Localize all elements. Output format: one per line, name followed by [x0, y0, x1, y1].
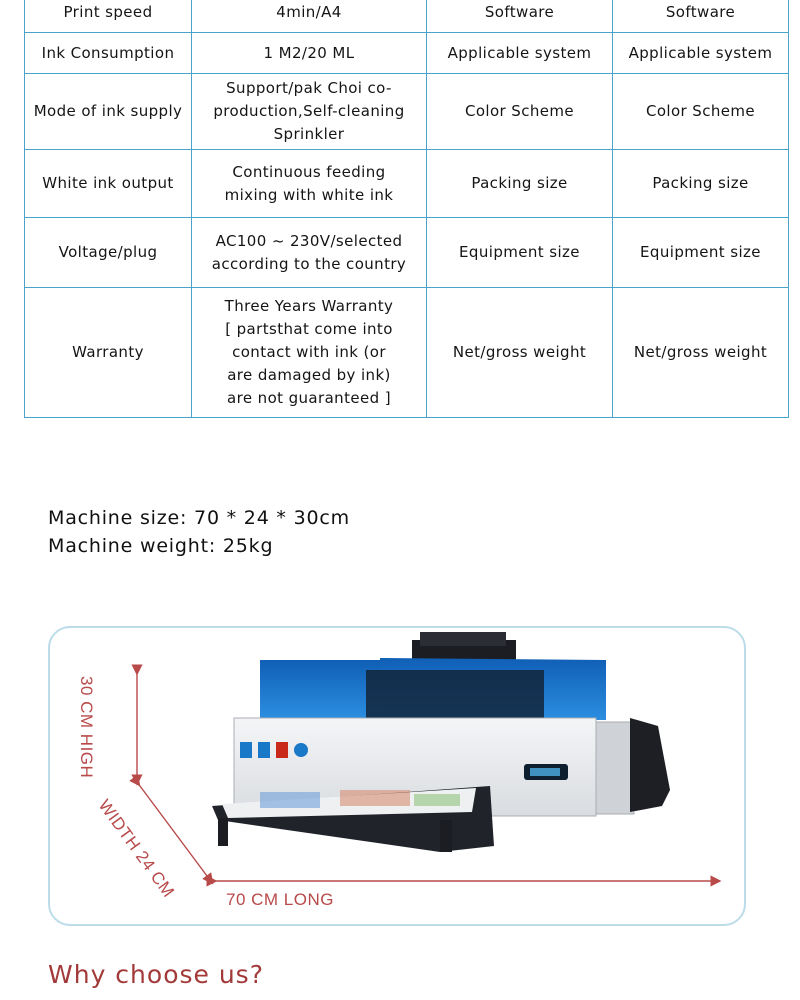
spec-right-label-cell: Packing size: [427, 150, 613, 218]
section-heading: Why choose us?: [48, 960, 264, 989]
spec-right-value-cell: Applicable system: [613, 33, 789, 74]
spec-right-value-cell: Color Scheme: [613, 74, 789, 150]
spec-right-label-cell: Software: [427, 0, 613, 33]
spec-left-value-cell: AC100 ~ 230V/selected according to the country: [192, 218, 427, 288]
spec-right-value-cell: Net/gross weight: [613, 288, 789, 418]
spec-right-label-cell: Equipment size: [427, 218, 613, 288]
spec-left-label-cell: Print speed: [25, 0, 192, 33]
spec-right-value-cell: Packing size: [613, 150, 789, 218]
spec-right-label-cell: Applicable system: [427, 33, 613, 74]
spec-right-value-cell: Software: [613, 0, 789, 33]
spec-right-label-cell: Net/gross weight: [427, 288, 613, 418]
spec-left-label-cell: White ink output: [25, 150, 192, 218]
spec-left-value-cell: Support/pak Choi co- production,Self-cleaning Sprinkler: [192, 74, 427, 150]
spec-left-value-cell: Three Years Warranty [ partsthat come into contact with ink (or are damaged by ink) are not guaranteed ]: [192, 288, 427, 418]
spec-left-value-cell: 4min/A4: [192, 0, 427, 33]
spec-left-label-cell: Mode of ink supply: [25, 74, 192, 150]
spec-left-value-cell: Continuous feeding mixing with white ink: [192, 150, 427, 218]
spec-right-value-cell: Equipment size: [613, 218, 789, 288]
machine-size-text: Machine size: 70 * 24 * 30cm: [48, 507, 350, 529]
machine-weight-text: Machine weight: 25kg: [48, 535, 274, 557]
printer-body: [212, 632, 670, 852]
spec-right-label-cell: Color Scheme: [427, 74, 613, 150]
height-dimension-label: 30 CM HIGH: [77, 676, 96, 779]
spec-left-label-cell: Voltage/plug: [25, 218, 192, 288]
spec-left-value-cell: 1 M2/20 ML: [192, 33, 427, 74]
spec-left-label-cell: Warranty: [25, 288, 192, 418]
spec-left-label-cell: Ink Consumption: [25, 33, 192, 74]
width-dimension-label: WIDTH 24 CM: [94, 796, 179, 902]
length-dimension-label: 70 CM LONG: [226, 890, 334, 909]
